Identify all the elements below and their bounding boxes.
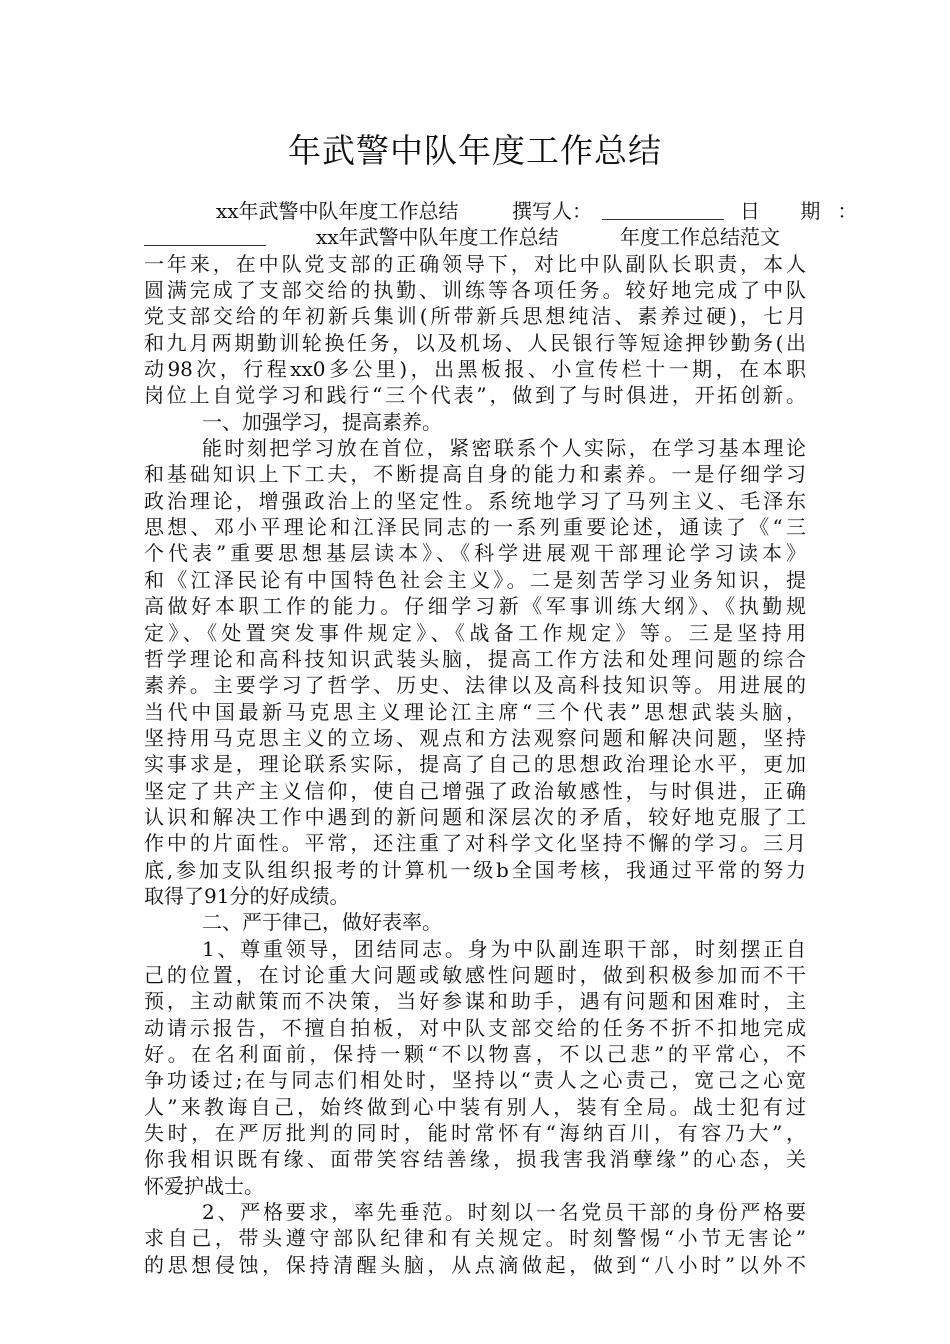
text-line: 思想、邓小平理论和江泽民同志的一系列重要论述，通读了《“三 <box>144 515 806 540</box>
text-line: 认识和解决工作中遇到的新问题和深层次的矛盾，较好地克服了工 <box>144 804 806 829</box>
text-line: 坚持用马克思主义的立场、观点和方法观察问题和解决问题，坚持 <box>144 725 806 750</box>
document-title: 年武警中队年度工作总结 <box>288 131 662 170</box>
section-heading: 一、加强学习，提高素养。 <box>202 409 442 434</box>
text-line: 好。在名利面前，保持一颗“不以物喜，不以己悲”的平常心，不 <box>144 1042 806 1066</box>
meta-doc-title-2: xx年武警中队年度工作总结 <box>316 225 559 250</box>
text-line: 岗位上自觉学习和践行“三个代表”，做到了与时俱进，开拓创新。 <box>144 383 806 408</box>
text-line: 个代表”重要思想基层读本》、《科学进展观干部理论学习读本》 <box>144 541 806 566</box>
text-line: 坚定了共产主义信仰，使自己增强了政治敏感性，与时俱进，正确 <box>144 778 806 803</box>
date-label: 日 期： <box>740 199 875 223</box>
meta-row-2 <box>144 224 806 250</box>
author-blank <box>602 201 724 220</box>
text-line: 己的位置，在讨论重大问题或敏感性问题时，做到积极参加而不干 <box>144 962 806 987</box>
text-line: 能时刻把学习放在首位，紧密联系个人实际，在学习基本理论 <box>202 436 806 461</box>
text-line: 1、尊重领导，团结同志。身为中队副连职干部，时刻摆正自 <box>202 936 806 961</box>
text-line: 你我相识既有缘、面带笑容结善缘，损我害我消孽缘”的心态，关 <box>144 1147 806 1172</box>
meta-row-1 <box>144 198 875 224</box>
text-line: 作中的片面性。平常，还注重了对科学文化坚持不懈的学习。三月 <box>144 831 806 856</box>
text-line: 取得了91分的好成绩。 <box>144 883 350 908</box>
text-line: 动98次，行程xx0多公里)，出黑板报、小宣传栏十一期，在本职 <box>144 357 806 382</box>
text-line: 失时，在严厉批判的同时，能时常怀有“海纳百川，有容乃大”， <box>144 1121 806 1146</box>
text-line: 定》、《处置突发事件规定》、《战备工作规定》等。三是坚持用 <box>144 620 806 645</box>
meta-category: 年度工作总结范文 <box>620 225 780 250</box>
text-line: 底,参加支队组织报考的计算机一级b全国考核，我通过平常的努力 <box>144 857 806 882</box>
text-line: 2、严格要求，率先垂范。时刻以一名党员干部的身份严格要 <box>202 1200 806 1225</box>
text-line: 怀爱护战士。 <box>144 1173 264 1198</box>
date-blank <box>144 227 266 246</box>
text-line: 预，主动献策而不决策，当好参谋和助手，遇有问题和困难时，主 <box>144 989 806 1014</box>
text-line: 实事求是，理论联系实际，提高了自己的思想政治理论水平，更加 <box>144 752 806 777</box>
text-line: 和基础知识上下工夫，不断提高自身的能力和素养。一是仔细学习 <box>144 462 806 487</box>
text-line: 党支部交给的年初新兵集训(所带新兵思想纯洁、素养过硬)，七月 <box>144 304 806 329</box>
text-line: 和《江泽民论有中国特色社会主义》。二是刻苦学习业务知识，提 <box>144 567 806 592</box>
text-line: 人”来教诲自己，始终做到心中装有别人，装有全局。战士犯有过 <box>144 1094 806 1119</box>
text-line: 当代中国最新马克思主义理论江主席“三个代表”思想武装头脑， <box>144 699 806 724</box>
document-body <box>144 198 875 1278</box>
text-line: 一年来，在中队党支部的正确领导下，对比中队副队长职责，本人 <box>144 251 806 276</box>
text-line: 争功诿过;在与同志们相处时，坚持以“责人之心责己，宽己之心宽 <box>144 1068 806 1093</box>
text-line: 圆满完成了支部交给的执勤、训练等各项任务。较好地完成了中队 <box>144 278 806 303</box>
text-line: 素养。主要学习了哲学、历史、法律以及高科技知识等。用进展的 <box>144 673 806 698</box>
author-label: 撰写人： <box>512 199 592 223</box>
text-line: 动请示报告，不擅自拍板，对中队支部交给的任务不折不扣地完成 <box>144 1015 806 1040</box>
text-line: 和九月两期勤训轮换任务，以及机场、人民银行等短途押钞勤务(出 <box>144 330 806 355</box>
text-line: 政治理论，增强政治上的坚定性。系统地学习了马列主义、毛泽东 <box>144 488 806 513</box>
meta-doc-title: xx年武警中队年度工作总结 <box>216 199 459 223</box>
text-line: 高做好本职工作的能力。仔细学习新《军事训练大纲》、《执勤规 <box>144 594 806 619</box>
section-heading: 二、严于律己，做好表率。 <box>202 910 442 935</box>
text-line: 求自己，带头遵守部队纪律和有关规定。时刻警惕“小节无害论” <box>144 1226 806 1251</box>
text-line: 哲学理论和高科技知识武装头脑，提高工作方法和处理问题的综合 <box>144 646 806 671</box>
text-line: 的思想侵蚀，保持清醒头脑，从点滴做起，做到“八小时”以外不 <box>144 1252 806 1277</box>
